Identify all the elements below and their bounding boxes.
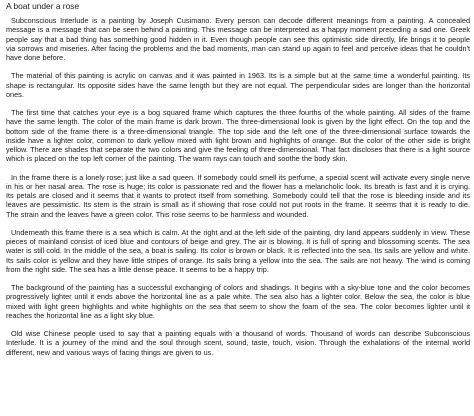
paragraph-sea: Underneath this frame there is a sea which is calm. At the right and at the left side of the painting, dry land appears suddenly in view. These pieces of mainland consist of iced blue and contours of beige and grey. The air is blowing. It is full of spring and blossoming scents. The sea water is still cold. In the middle of the sea, a boat is sailing. Its color is brown or black. It is reflected into the sea. Its sails are yellow and white. Its sails color is yellow and they have little stripes of orange. Its sails bring a yellow into the sea. The sails are not heavy. The wind is coming from the right side. The sea has a little dense peace. It seems to be a happy trip.: [6, 227, 470, 274]
paragraph-rose: In the frame there is a lonely rose; just like a sad queen. If somebody could smell its perfume, a special scent will activate every single nerve in his or her nasal area. The rose is huge; its color is passionate red and the flower has a melancholic look. Its breath is fast and it is crying. Its petals are closed and it seems that it wants to protect itself from something. Somebody could tell that the rose is bleeding inside and its leaves are pessimistic. Its stem is the strain is small as if showing that rose could not put roots in the frame. It seems that it is ready to die. The strain and the leaves have a green color. This rose seems to be harmless and wounded.: [6, 172, 470, 219]
paragraph-conclusion: Old wise Chinese people used to say that a painting equals with a thousand of words. Thousand of words can describe Subconscious Interlude. It is a journey of the mind and the soul through scent, sound, taste, touch, vision. Through the exhalations of the internal world different, new and various ways of facing things are given to us.: [6, 329, 470, 357]
document-title: A boat under a rose: [6, 1, 80, 11]
paragraph-frame: The first time that catches your eye is a bog squared frame which captures the three fourths of the whole painting. All sides of the frame have the same length. The color of the main frame is dark brown. The three-dimensional look is given by the light effect. On the top and the bottom side of the frame there is a three-dimensional triangle. The top side and the left one of the three-dimensional surface towards the inside have a lighter color, common to dark yellow mixed with light brown and highlights of orange. But the color of the other side is bright yellow. There are shades that separate the two colors and give the feeling of three-dimensional. That fact discloses that there is a light source which is placed on the top left corner of the painting. The warm rays can touch and soothe the body skin.: [6, 108, 470, 164]
paragraph-material: The material of this painting is acrylic on canvas and it was painted in 1963. Its is a simple but at the same time a wonderful painting. Its shape is rectangular. Its opposite sides have the same length but they are not equal. The perpendicular sides are longer than the horizontal ones.: [6, 71, 470, 99]
paragraph-intro: Subconscious Interlude is a painting by Joseph Cusimano. Every person can decode different meanings from a painting. A concealed message is a message that can be seen behind a painting. This message can be interpreted as a happy moment preceding a sad one. Greek people say that a bad thing has something good hidden in it. Even though people can see this optimistic side directly, life brings it to people via sorrows and miseries. After facing the problems and the bad moments, man can stand up again to feel and perceive ideas that he couldn't have done before.: [6, 16, 470, 62]
paragraph-background: The background of the painting has a successful exchanging of colors and shadings. It begins with a sky-blue tone and the color becomes progressively lighter until it ends above the horizontal line as a pale white. The sea also has a lighter color. Below the sea, the color is blue mixed with light green highlights and white highlights on the sea that seem to show the foam of the sea. The color becomes lighter until it reaches the horizontal line as a light sky blue.: [6, 283, 470, 320]
